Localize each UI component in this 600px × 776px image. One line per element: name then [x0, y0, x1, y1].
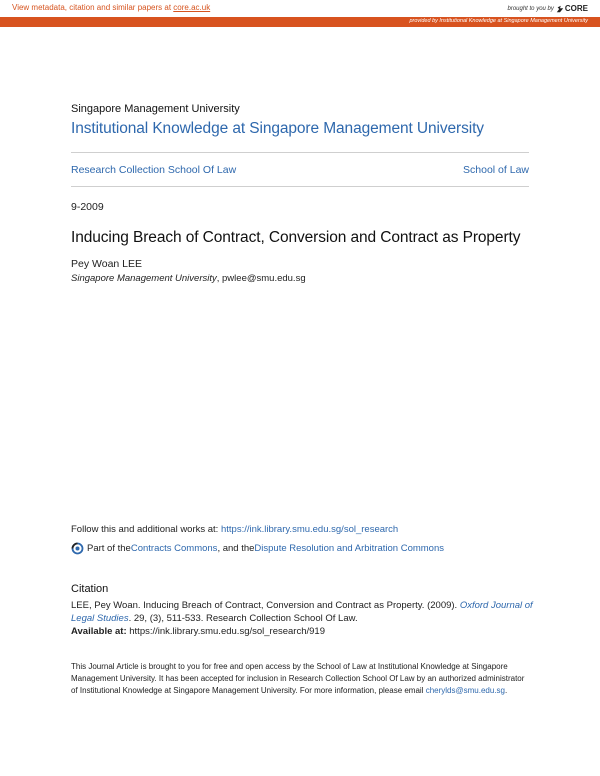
core-metadata-link[interactable]: [12, 3, 210, 12]
citation-text: [71, 599, 533, 625]
citation-heading: Citation: [71, 583, 109, 595]
part-of-prefix: Part of the: [87, 543, 131, 554]
access-notice: [71, 661, 533, 697]
author-name: Pey Woan LEE: [71, 258, 143, 270]
top-bar: [0, 0, 600, 17]
notice-text: This Journal Article is brought to you for free and open access by the School of Law at Institutional Knowledge at Singapore Management University. It has been accepted for inclusion in Research Collection School Of Law by an authorized administrator of Institutional Knowledge at Singapore Management University. For more information, please email: [71, 662, 525, 695]
follow-link[interactable]: https://ink.library.smu.edu.sg/sol_research: [220, 524, 399, 535]
publication-date: 9-2009: [71, 201, 104, 213]
notice-end: .: [504, 686, 508, 695]
provided-by-text: provided by Institutional Knowledge at Singapore Management University: [409, 18, 588, 24]
network-icon: [71, 542, 84, 555]
core-link-text: View metadata, citation and similar papers at: [12, 3, 174, 12]
available-url: https://ink.library.smu.edu.sg/sol_research/919: [126, 626, 325, 637]
divider-bottom: [71, 186, 529, 187]
part-of-line: [71, 542, 444, 555]
part-of-middle: , and the: [217, 543, 255, 554]
citation-details: . 29, (3), 511-533. Research Collection School Of Law.: [128, 613, 358, 624]
core-logo-icon: [556, 5, 564, 13]
collection-link[interactable]: Research Collection School Of Law: [71, 164, 237, 176]
repository-link[interactable]: Institutional Knowledge at Singapore Management University: [71, 120, 484, 137]
brought-by: [508, 4, 589, 13]
journal-name: Oxford Journal of Legal Studies: [71, 600, 533, 624]
citation-main: LEE, Pey Woan. Inducing Breach of Contract, Conversion and Contract as Property. (2009).: [71, 600, 460, 611]
core-logo[interactable]: [556, 4, 588, 13]
follow-line: [71, 524, 398, 535]
follow-text: Follow this and additional works at:: [71, 524, 221, 535]
core-ac-uk-link[interactable]: core.ac.uk: [173, 3, 211, 12]
contracts-commons-link[interactable]: Contracts Commons: [130, 543, 218, 554]
university-name: Singapore Management University: [71, 103, 240, 115]
divider-top: [71, 152, 529, 153]
affiliation-name: Singapore Management University: [71, 273, 217, 284]
core-logo-text: CORE: [564, 4, 588, 13]
school-link[interactable]: School of Law: [463, 164, 529, 176]
dispute-resolution-link[interactable]: Dispute Resolution and Arbitration Commons: [254, 543, 444, 554]
brought-text: brought to you by: [507, 5, 554, 12]
contact-email-link[interactable]: cherylds@smu.edu.sg: [425, 686, 505, 695]
paper-title: Inducing Breach of Contract, Conversion and Contract as Property: [71, 229, 521, 246]
available-at: [71, 626, 325, 637]
author-affiliation: [71, 273, 306, 284]
available-label: Available at:: [71, 626, 127, 637]
author-email: , pwlee@smu.edu.sg: [216, 273, 306, 284]
